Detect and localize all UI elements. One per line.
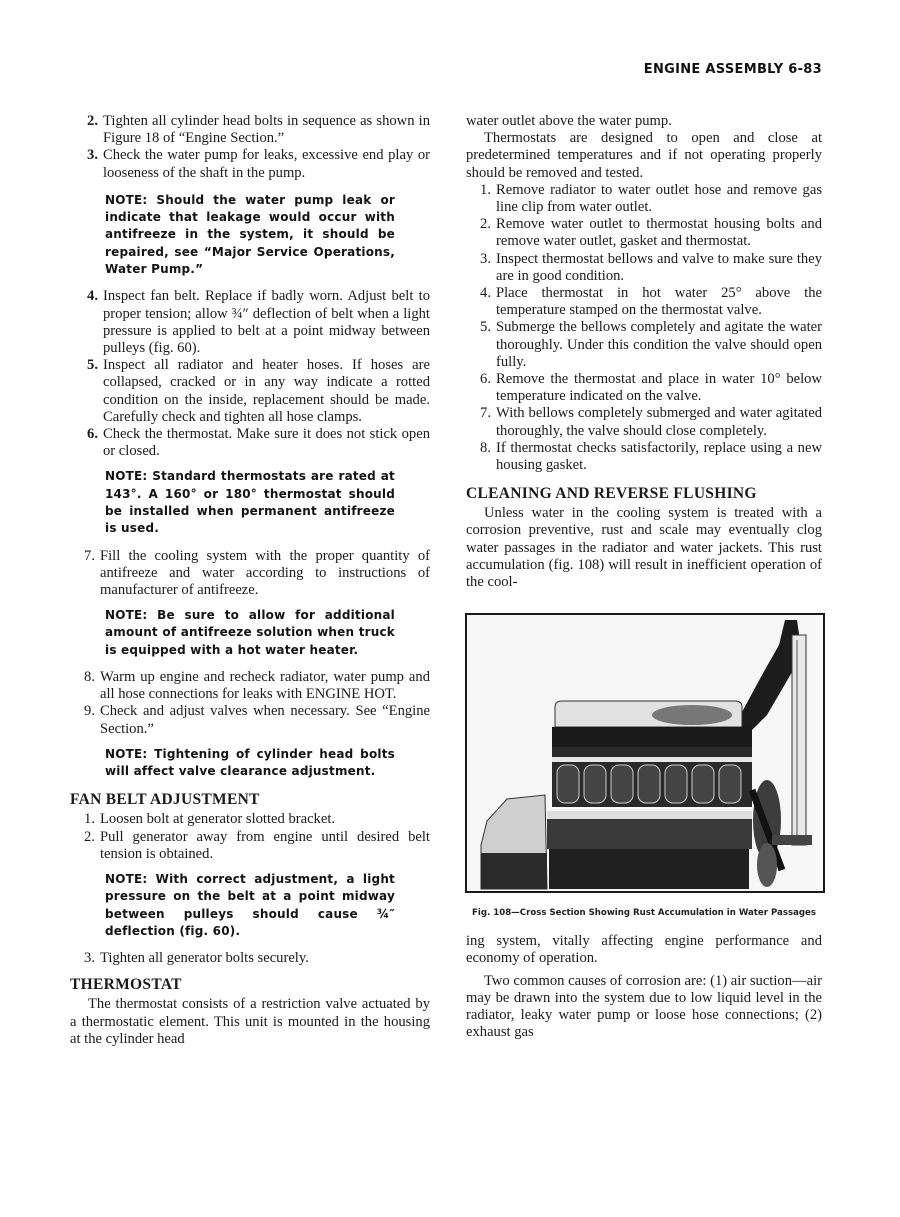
note-fan-belt: NOTE: With correct adjustment, a light pressure on the belt at a point midway between pulleys should cause ¾″ deflection (fig. 60). <box>105 872 395 938</box>
list-item <box>466 405 822 439</box>
list-item <box>70 288 430 357</box>
step-number: 7. <box>480 405 491 422</box>
figure-caption: Fig. 108—Cross Section Showing Rust Accumulation in Water Passages <box>472 908 816 919</box>
thermostat-intro-paragraph: Thermostats are designed to open and close at predetermined temperatures and if not operating properly should be removed and tested. <box>466 130 822 181</box>
figure-engine-cross-section <box>465 613 825 893</box>
note-water-pump: NOTE: Should the water pump leak or indicate that leakage would occur with antifreeze in the system, it should be repaired, see “Major Service Operations, Water Pump.” <box>105 192 395 276</box>
list-item <box>70 950 430 967</box>
step-text: Check the water pump for leaks, excessive end play or looseness of the shaft in the pump. <box>103 147 430 181</box>
step-text: Inspect thermostat bellows and valve to make sure they are in good condition. <box>496 250 822 284</box>
step-list-c <box>70 548 430 600</box>
thermostat-test-steps <box>466 182 822 474</box>
list-item <box>466 251 822 285</box>
step-number: 4. <box>480 285 491 302</box>
left-column <box>70 113 430 1048</box>
list-item <box>70 357 430 426</box>
thermostat-paragraph: The thermostat consists of a restriction valve actuated by a thermostatic element. This unit is mounted in the housing at the cylinder head <box>70 996 430 1047</box>
step-text: Check the thermostat. Make sure it does not stick open or closed. <box>103 425 430 460</box>
list-item <box>70 703 430 737</box>
step-number: 9. <box>84 703 95 720</box>
step-number: 4. <box>87 288 98 305</box>
engine-cross-section-image <box>467 615 823 891</box>
list-item <box>70 147 430 181</box>
fan-belt-steps <box>70 811 430 863</box>
step-number: 6. <box>87 425 98 442</box>
step-number: 5. <box>480 319 491 336</box>
note-thermostat-rating: NOTE: Standard thermostats are rated at 143°. A 160° or 180° thermostat should be installed when permanent antifreeze is used. <box>105 469 395 536</box>
note-cylinder-head: NOTE: Tightening of cylinder head bolts will affect valve clearance adjustment. <box>105 746 395 779</box>
step-number: 8. <box>84 669 95 686</box>
list-item <box>466 319 822 371</box>
list-item <box>70 669 430 703</box>
section-heading-thermostat: THERMOSTAT <box>70 976 182 994</box>
list-item <box>70 811 430 828</box>
step-number: 8. <box>480 439 491 456</box>
list-item <box>70 548 430 600</box>
step-text: If thermostat checks satisfactorily, replace using a new housing gasket. <box>496 439 822 474</box>
step-text: Check and adjust valves when necessary. See “Engine Section.” <box>100 703 430 737</box>
list-item <box>70 113 430 147</box>
step-text: Pull generator away from engine until desired belt tension is obtained. <box>100 828 430 862</box>
paragraph-cooling-continued: ing system, vitally affecting engine performance and economy of operation. <box>466 933 822 967</box>
section-heading-cleaning: CLEANING AND REVERSE FLUSHING <box>466 485 757 503</box>
step-text: Inspect all radiator and heater hoses. If hoses are collapsed, cracked or in any way indicate a rotted condition on the inside, replacement should be made. Carefully check and tighten all hose clamps. <box>103 357 430 425</box>
list-item <box>466 371 822 405</box>
step-text: Tighten all cylinder head bolts in sequence as shown in Figure 18 of “Engine Section.” <box>103 113 430 147</box>
section-heading-fan-belt: FAN BELT ADJUSTMENT <box>70 791 260 809</box>
step-number: 2. <box>87 113 98 129</box>
step-text: Inspect fan belt. Replace if badly worn. Adjust belt to proper tension; allow ¾″ deflection of belt when a light pressure is applied to belt at a point midway between pulleys (fig. 60). <box>103 288 430 356</box>
list-item <box>466 285 822 319</box>
step-text: Remove radiator to water outlet hose and remove gas line clip from water outlet. <box>496 181 822 216</box>
fan-belt-steps-after <box>70 950 430 967</box>
step-text: Fill the cooling system with the proper quantity of antifreeze and water according to instructions of manufacturer of antifreeze. <box>100 547 430 598</box>
list-item <box>466 216 822 250</box>
step-number: 1. <box>480 181 491 198</box>
list-item <box>466 440 822 474</box>
step-list-b <box>70 288 430 460</box>
step-list-d <box>70 669 430 738</box>
page-header: ENGINE ASSEMBLY 6-83 <box>643 62 822 77</box>
step-list-a <box>70 113 430 182</box>
corrosion-causes-paragraph: Two common causes of corrosion are: (1) air suction—air may be drawn into the system due to low liquid level in the radiator, leaky water pump or loose hose connections; (2) exhaust gas <box>466 972 822 1041</box>
step-text: Place thermostat in hot water 25° above the temperature stamped on the thermostat valve. <box>496 285 822 319</box>
step-text: Remove the thermostat and place in water 10° below temperature indicated on the valve. <box>496 371 822 405</box>
step-text: Submerge the bellows completely and agitate the water thoroughly. Under this condition the valve should open fully. <box>496 319 822 370</box>
step-number: 5. <box>87 357 98 374</box>
step-number: 6. <box>480 371 491 388</box>
list-item <box>466 182 822 216</box>
step-number: 3. <box>480 250 491 267</box>
note-antifreeze: NOTE: Be sure to allow for additional amount of antifreeze solution when truck is equipped with a hot water heater. <box>105 608 395 657</box>
step-number: 2. <box>480 216 491 233</box>
step-text: Remove water outlet to thermostat housing bolts and remove water outlet, gasket and thermostat. <box>496 216 822 250</box>
step-number: 1. <box>84 811 95 828</box>
list-item <box>70 426 430 460</box>
step-number: 3. <box>84 950 95 967</box>
cleaning-paragraph: Unless water in the cooling system is treated with a corrosion preventive, rust and scale may eventually clog water passages in the radiator and water jackets. This rust accumulation (fig. 108) will result in inefficient operation of the cool- <box>466 505 822 591</box>
step-number: 2. <box>84 828 95 845</box>
step-number: 7. <box>84 547 95 564</box>
step-text: Loosen bolt at generator slotted bracket. <box>100 811 336 828</box>
step-text: With bellows completely submerged and water agitated thoroughly, the valve should close completely. <box>496 405 822 439</box>
step-number: 3. <box>87 147 98 164</box>
list-item <box>70 829 430 863</box>
right-column <box>466 113 822 1042</box>
continued-paragraph: water outlet above the water pump. <box>466 113 672 129</box>
step-text: Warm up engine and recheck radiator, water pump and all hose connections for leaks with ENGINE HOT. <box>100 669 430 703</box>
step-text: Tighten all generator bolts securely. <box>100 950 309 967</box>
